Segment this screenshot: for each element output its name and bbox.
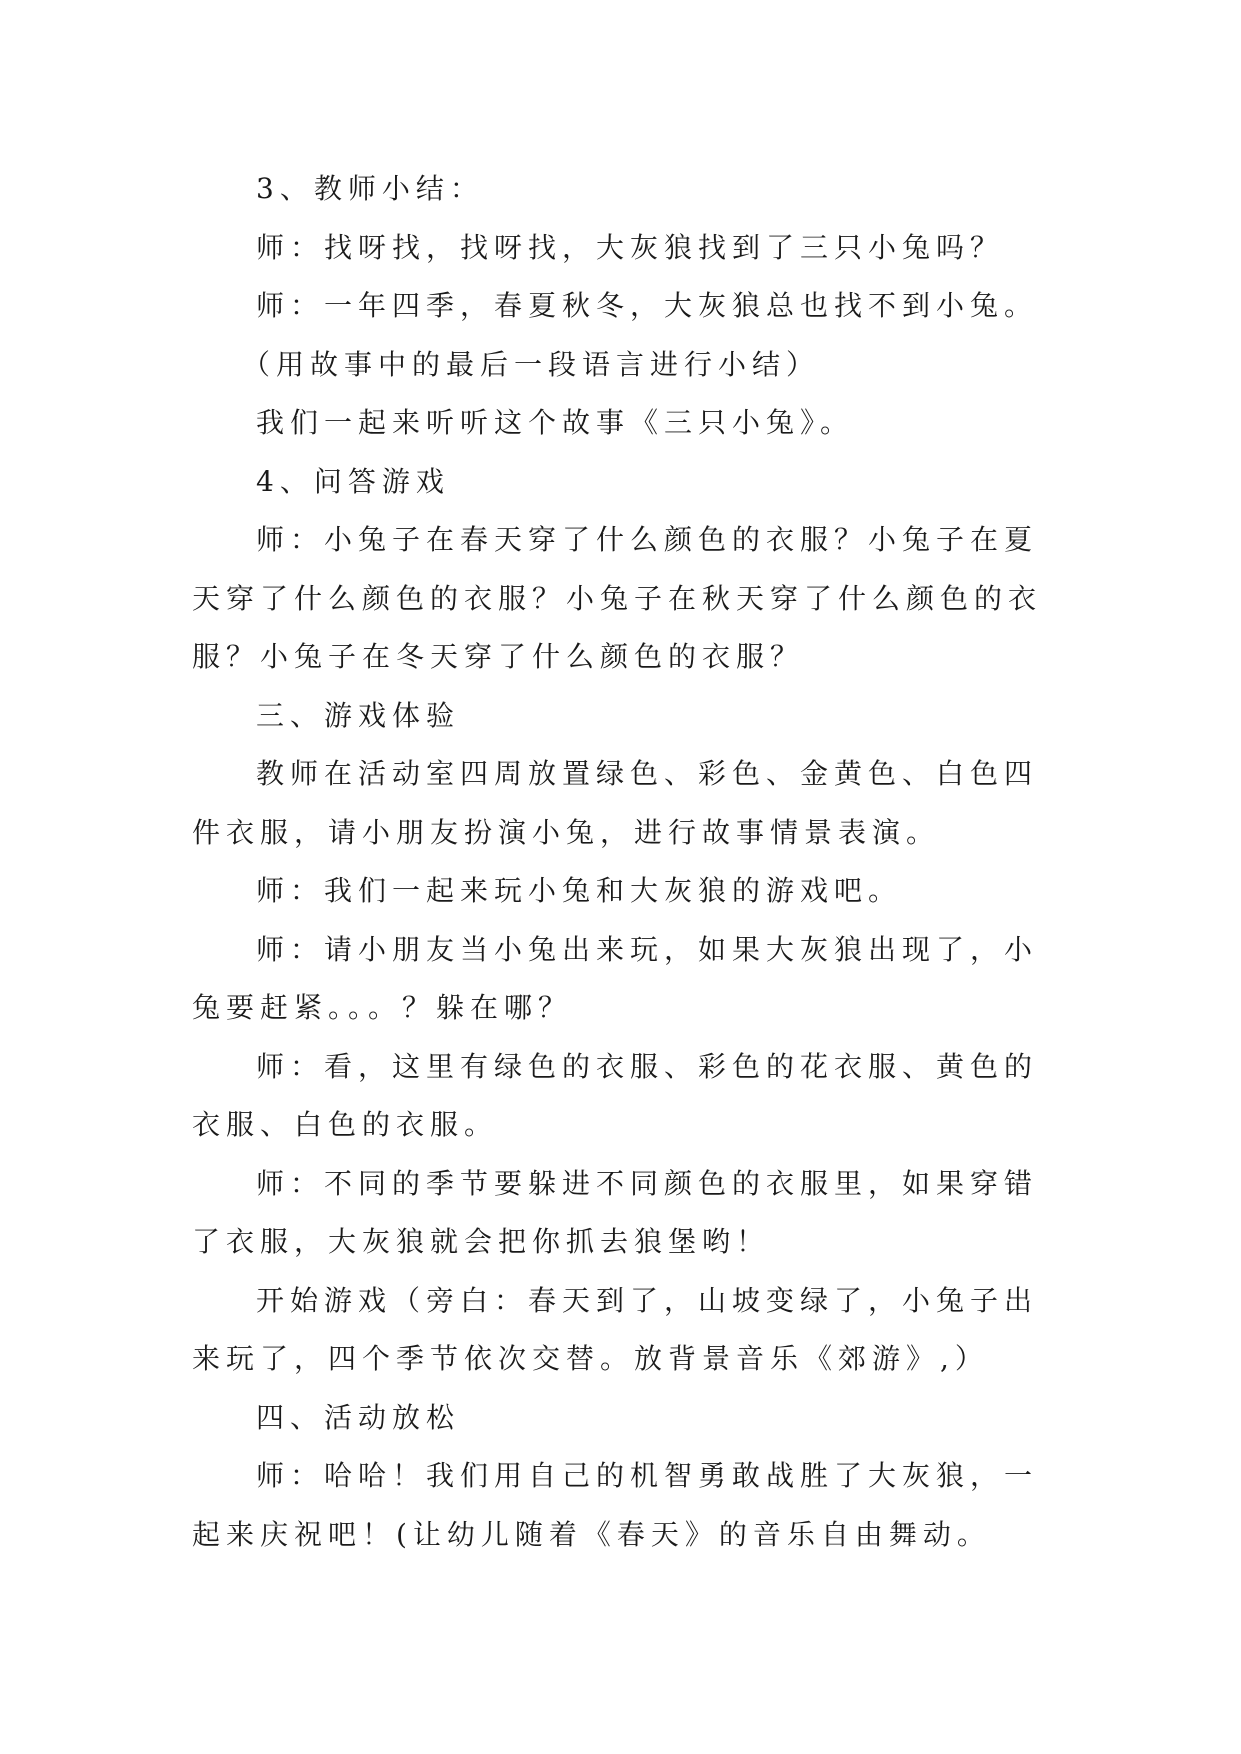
paragraph-qa-questions: 师：小兔子在春天穿了什么颜色的衣服？小兔子在夏天穿了什么颜色的衣服？小兔子在秋天穿了什么颜色的衣服？小兔子在冬天穿了什么颜色的衣服？ <box>192 523 1043 673</box>
paragraph-game-heading: 三、游戏体验 <box>256 698 461 732</box>
paragraph-teacher-seasons: 师：一年四季，春夏秋冬，大灰狼总也找不到小兔。 <box>256 289 1039 322</box>
paragraph-summary-note: （用故事中的最后一段语言进行小结） <box>242 347 821 381</box>
paragraph-relax-celebrate: 师：哈哈！我们用自己的机智勇敢战胜了大灰狼，一起来庆祝吧！(让幼儿随着《春天》的音乐自由舞动。 <box>192 1459 1039 1551</box>
paragraph-game-setup: 教师在活动室四周放置绿色、彩色、金黄色、白色四件衣服，请小朋友扮演小兔，进行故事情景表演。 <box>192 757 1039 849</box>
paragraph-game-rules: 师：请小朋友当小兔出来玩，如果大灰狼出现了，小兔要赶紧。。。？躲在哪？ <box>192 932 1039 1024</box>
paragraph-story-intro: 我们一起来听听这个故事《三只小兔》。 <box>256 406 855 439</box>
paragraph-teacher-question: 师：找呀找，找呀找，大灰狼找到了三只小兔吗？ <box>256 230 1005 264</box>
paragraph-game-invite: 师：我们一起来玩小兔和大灰狼的游戏吧。 <box>256 874 903 907</box>
paragraph-qa-heading: 4、问答游戏 <box>256 464 450 498</box>
document-body <box>192 160 1052 1564</box>
paragraph-game-start: 开始游戏（旁白：春天到了，山坡变绿了，小兔子出来玩了，四个季节依次交替。放背景音乐《郊游》,） <box>192 1283 1039 1375</box>
paragraph-game-warning: 师：不同的季节要躲进不同颜色的衣服里，如果穿错了衣服，大灰狼就会把你抓去狼堡哟！ <box>192 1166 1039 1258</box>
paragraph-game-clothes: 师：看，这里有绿色的衣服、彩色的花衣服、黄色的衣服、白色的衣服。 <box>192 1049 1039 1141</box>
paragraph-relax-heading: 四、活动放松 <box>256 1400 461 1434</box>
paragraph-summary-heading: 3、教师小结： <box>256 172 484 205</box>
